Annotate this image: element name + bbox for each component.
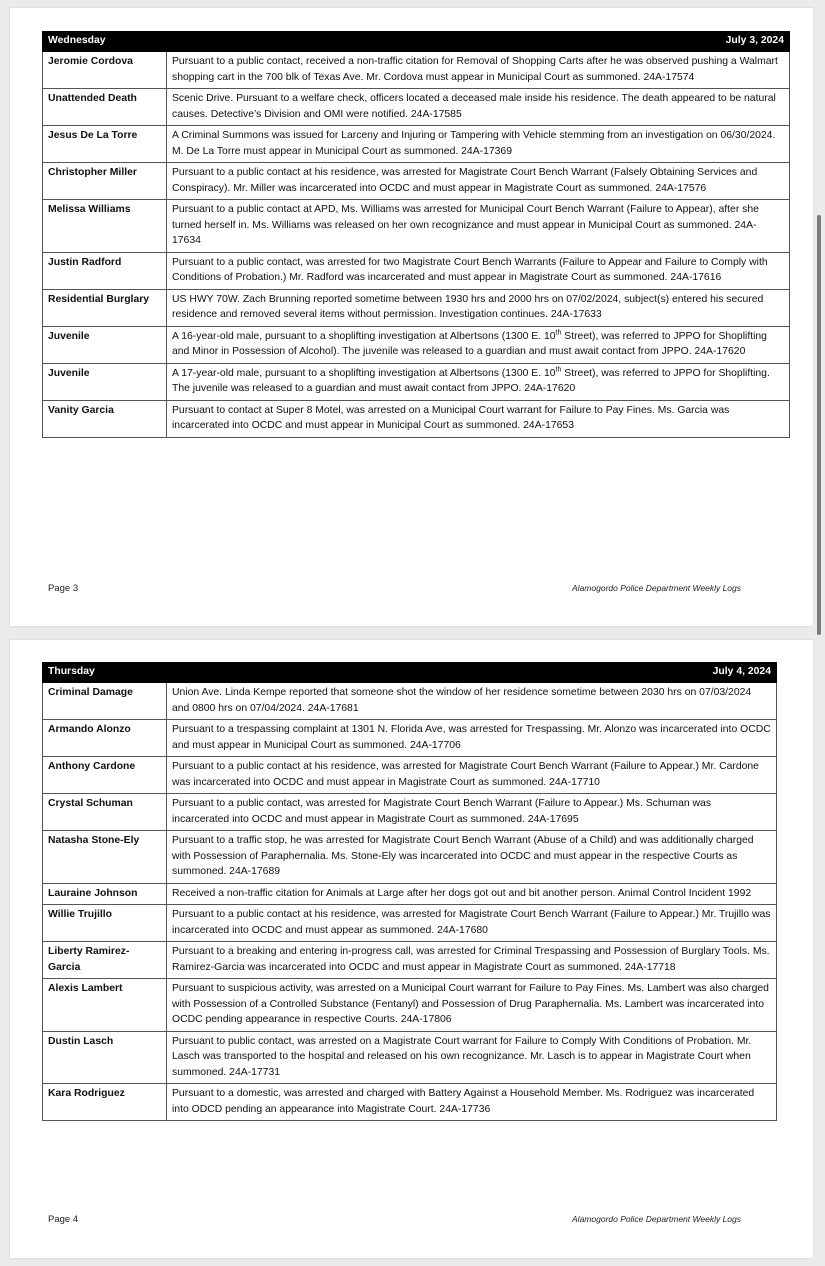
scrollbar[interactable]	[817, 215, 821, 635]
log-entry-row	[43, 883, 777, 905]
log-entry-row	[43, 326, 790, 363]
entry-description: Scenic Drive. Pursuant to a welfare check, officers located a deceased male inside his residence. The death appeared to be natural causes. Detective’s Division and OMI were notified. 24A-17585	[167, 89, 790, 126]
entry-name: Juvenile	[43, 363, 167, 400]
entry-text-part: Street), was referred to JPPO for Shoplifting and Minor in Possession of Alcohol). The juvenile was released to a guardian and must await contact from JPPO. 24A-17620	[172, 330, 767, 357]
entry-text-part: A 17-year-old male, pursuant to a shoplifting investigation at Albertsons (1300 E. 10	[172, 367, 556, 379]
entry-name: Unattended Death	[43, 89, 167, 126]
daily-log-table	[42, 31, 790, 438]
ordinal-suffix: th	[555, 329, 562, 337]
entry-description: Pursuant to a public contact at his residence, was arrested for Magistrate Court Bench Warrant (Falsely Obtaining Services and Conspiracy). Mr. Miller was incarcerated into OCDC and must appear in Magistrate Court as summoned. 24A-17576	[167, 163, 790, 200]
entry-description	[167, 326, 790, 363]
day-header-row	[43, 663, 777, 683]
entry-text-part: Street), was referred to JPPO for Shoplifting. The juvenile was released to a guardian and must await contact from JPPO. 24A-17620	[172, 367, 770, 394]
entry-name: Christopher Miller	[43, 163, 167, 200]
date-label: July 3, 2024	[167, 32, 790, 52]
entry-name: Juvenile	[43, 326, 167, 363]
log-entry-row	[43, 1031, 777, 1084]
entry-description	[167, 363, 790, 400]
entry-description: Pursuant to a traffic stop, he was arrested for Magistrate Court Bench Warrant (Abuse of a Child) and was additionally charged with Possession of Paraphernalia. Ms. Stone-Ely was incarcerated into OCDC and must appear in the respective Courts as summoned. 24A-17689	[167, 831, 777, 884]
entry-name: Kara Rodriguez	[43, 1084, 167, 1121]
entry-name: Melissa Williams	[43, 200, 167, 253]
entry-description: Pursuant to a public contact at his residence, was arrested for Magistrate Court Bench Warrant (Failure to Appear.) Mr. Trujillo was incarcerated into OCDC and must appear as summoned. 24A-17680	[167, 905, 777, 942]
entry-name: Criminal Damage	[43, 683, 167, 720]
log-entry-row	[43, 400, 790, 437]
entry-name: Dustin Lasch	[43, 1031, 167, 1084]
entry-description: Pursuant to a public contact, received a non-traffic citation for Removal of Shopping Carts after he was observed pushing a Walmart shopping cart in the 700 blk of Texas Ave. Mr. Cordova must appear in Municipal Court as summoned. 24A-17574	[167, 52, 790, 89]
footer-title: Alamogordo Police Department Weekly Logs	[572, 583, 741, 593]
page-number: Page 4	[48, 1214, 79, 1225]
log-entry-row	[43, 52, 790, 89]
entry-description: Pursuant to a public contact at his residence, was arrested for Magistrate Court Bench Warrant (Failure to Appear.) Mr. Cardone was incarcerated into OCDC and must appear in Magistrate Court as summoned. 24A-17710	[167, 757, 777, 794]
entry-name: Willie Trujillo	[43, 905, 167, 942]
footer-title: Alamogordo Police Department Weekly Logs	[572, 1214, 741, 1224]
entry-name: Jeromie Cordova	[43, 52, 167, 89]
entry-description: Pursuant to public contact, was arrested on a Magistrate Court warrant for Failure to Comply With Conditions of Probation. Mr. Lasch was transported to the hospital and released on his own recognizance. Mr. Lasch is to appear in Magistrate Court when summoned. 24A-17731	[167, 1031, 777, 1084]
day-header-row	[43, 32, 790, 52]
log-entry-row	[43, 252, 790, 289]
page-number: Page 3	[48, 583, 79, 594]
entry-name: Residential Burglary	[43, 289, 167, 326]
entry-description: Pursuant to a domestic, was arrested and charged with Battery Against a Household Member. Ms. Rodriguez was incarcerated into ODCD pending an appearance into Magistrate Court. 24A-17736	[167, 1084, 777, 1121]
log-page-3	[10, 8, 813, 626]
daily-log-table	[42, 662, 777, 1121]
log-entry-row	[43, 363, 790, 400]
log-entry-row	[43, 89, 790, 126]
entry-description: Received a non-traffic citation for Animals at Large after her dogs got out and bit another person. Animal Control Incident 1992	[167, 883, 777, 905]
log-entry-row	[43, 683, 777, 720]
log-entry-row	[43, 942, 777, 979]
entry-description: Pursuant to a public contact, was arrested for two Magistrate Court Bench Warrants (Failure to Appear and Failure to Comply with Conditions of Probation.) Mr. Radford was incarcerated and must appear in Magistrate Court as summoned. 24A-17616	[167, 252, 790, 289]
entry-description: Pursuant to a breaking and entering in-progress call, was arrested for Criminal Trespassing and Possession of Burglary Tools. Ms. Ramirez-Garcia was incarcerated into OCDC and must appear in Magistrate Court as summoned. 24A-17718	[167, 942, 777, 979]
entry-description: Pursuant to a public contact at APD, Ms. Williams was arrested for Municipal Court Bench Warrant (Failure to Appear), after she turned herself in. Ms. Williams was released on her own recognizance and must appear in Municipal Court as summoned. 24A-17634	[167, 200, 790, 253]
entry-description: US HWY 70W. Zach Brunning reported sometime between 1930 hrs and 2000 hrs on 07/02/2024, subject(s) entered his secured residence and removed several items without permission. Investigation continues. 24A-17633	[167, 289, 790, 326]
entry-name: Lauraine Johnson	[43, 883, 167, 905]
entry-name: Natasha Stone-Ely	[43, 831, 167, 884]
entry-name: Jesus De La Torre	[43, 126, 167, 163]
entry-name: Armando Alonzo	[43, 720, 167, 757]
log-entry-row	[43, 905, 777, 942]
log-entry-row	[43, 1084, 777, 1121]
entry-name: Vanity Garcia	[43, 400, 167, 437]
log-entry-row	[43, 163, 790, 200]
log-entry-row	[43, 831, 777, 884]
date-label: July 4, 2024	[167, 663, 777, 683]
log-entry-row	[43, 289, 790, 326]
entry-name: Anthony Cardone	[43, 757, 167, 794]
entry-description: A Criminal Summons was issued for Larceny and Injuring or Tampering with Vehicle stemming from an investigation on 06/30/2024. M. De La Torre must appear in Municipal Court as summoned. 24A-17369	[167, 126, 790, 163]
log-entry-row	[43, 200, 790, 253]
entry-name: Alexis Lambert	[43, 979, 167, 1032]
log-entry-row	[43, 720, 777, 757]
entry-name: Liberty Ramirez-Garcia	[43, 942, 167, 979]
ordinal-suffix: th	[555, 366, 562, 374]
log-page-4	[10, 640, 813, 1258]
entry-description: Pursuant to a trespassing complaint at 1301 N. Florida Ave, was arrested for Trespassing. Mr. Alonzo was incarcerated into OCDC and must appear in Municipal Court as summoned. 24A-17706	[167, 720, 777, 757]
log-entry-row	[43, 794, 777, 831]
entry-text-part: A 16-year-old male, pursuant to a shoplifting investigation at Albertsons (1300 E. 10	[172, 330, 556, 342]
entry-description: Pursuant to contact at Super 8 Motel, was arrested on a Municipal Court warrant for Failure to Pay Fines. Ms. Garcia was incarcerated into OCDC and must appear in Municipal Court as summoned. 24A-17653	[167, 400, 790, 437]
day-label: Thursday	[43, 663, 167, 683]
day-label: Wednesday	[43, 32, 167, 52]
entry-description: Pursuant to a public contact, was arrested for Magistrate Court Bench Warrant (Failure to Appear.) Ms. Schuman was incarcerated into OCDC and must appear in Magistrate Court as summoned. 24A-17695	[167, 794, 777, 831]
entry-description: Union Ave. Linda Kempe reported that someone shot the window of her residence sometime between 2030 hrs on 07/03/2024 and 0800 hrs on 07/04/2024. 24A-17681	[167, 683, 777, 720]
log-entry-row	[43, 126, 790, 163]
entry-name: Crystal Schuman	[43, 794, 167, 831]
entry-description: Pursuant to suspicious activity, was arrested on a Municipal Court warrant for Failure to Pay Fines. Ms. Lambert was also charged with Possession of a Controlled Substance (Fentanyl) and Possession of Drug Paraphernalia. Ms. Lambert was incarcerated into OCDC pending appearance in respective Courts. 24A-17806	[167, 979, 777, 1032]
log-entry-row	[43, 757, 777, 794]
log-entry-row	[43, 979, 777, 1032]
entry-name: Justin Radford	[43, 252, 167, 289]
